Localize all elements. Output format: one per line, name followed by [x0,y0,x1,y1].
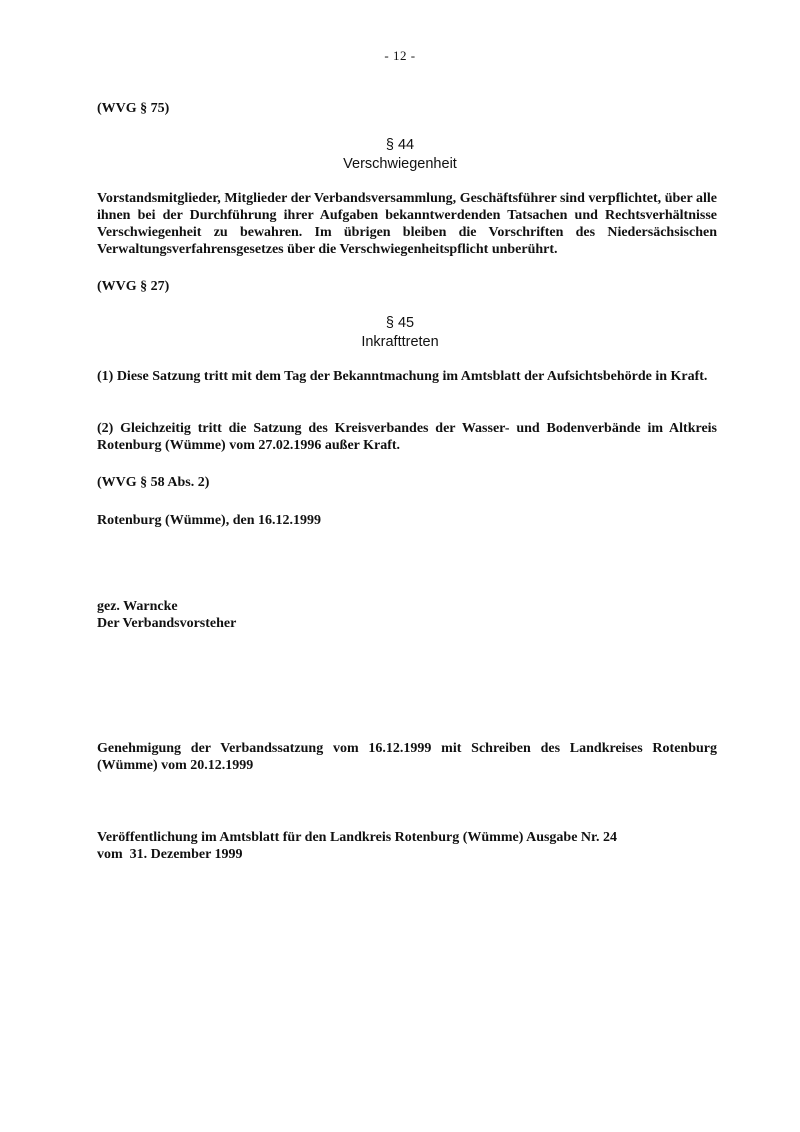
section-44-text: Vorstandsmitglieder, Mitglieder der Verbandsversammlung, Geschäftsführer sind verpflichtet, über alle ihnen bei der Durchführung ihrer Aufgaben bekanntwerdenden Tatsachen und Rechtsverhältnisse Verschwiegenheit zu bewahren. Im übrigen bleiben die Vorschriften des Niedersächsischen Verwaltungsverfahrensgesetzes über die Verschwiegenheitspflicht unberührt. [97,191,717,257]
section-45-title: Inkrafttreten [361,334,439,350]
section-44-heading [0,136,800,174]
reference-wvg-58: (WVG § 58 Abs. 2) [97,475,210,490]
section-45-paragraph-2: (2) Gleichzeitig tritt die Satzung des Kreisverbandes der Wasser- und Bodenverbände im Altkreis Rotenburg (Wümme) vom 27.02.1996 außer Kraft. [97,421,717,453]
section-44-title: Verschwiegenheit [343,156,457,172]
publication-note [97,829,717,863]
page-number: - 12 - [384,48,416,63]
publication-line-2: vom 31. Dezember 1999 [97,847,243,862]
signature-role: Der Verbandsvorsteher [97,616,237,631]
place-date: Rotenburg (Wümme), den 16.12.1999 [97,513,321,528]
reference-wvg-27: (WVG § 27) [97,279,170,294]
publication-line-1: Veröffentlichung im Amtsblatt für den Landkreis Rotenburg (Wümme) Ausgabe Nr. 24 [97,830,617,845]
approval-note: Genehmigung der Verbandssatzung vom 16.12.1999 mit Schreiben des Landkreises Rotenburg (Wümme) vom 20.12.1999 [97,741,717,773]
section-44-number: § 44 [385,137,415,153]
signature-name: gez. Warncke [97,599,178,614]
section-45-number: § 45 [385,315,415,331]
signature-block [97,598,717,632]
section-45-heading [0,314,800,352]
section-45-paragraph-1: (1) Diese Satzung tritt mit dem Tag der Bekanntmachung im Amtsblatt der Aufsichtsbehörde in Kraft. [97,369,708,384]
reference-wvg-75: (WVG § 75) [97,101,170,116]
